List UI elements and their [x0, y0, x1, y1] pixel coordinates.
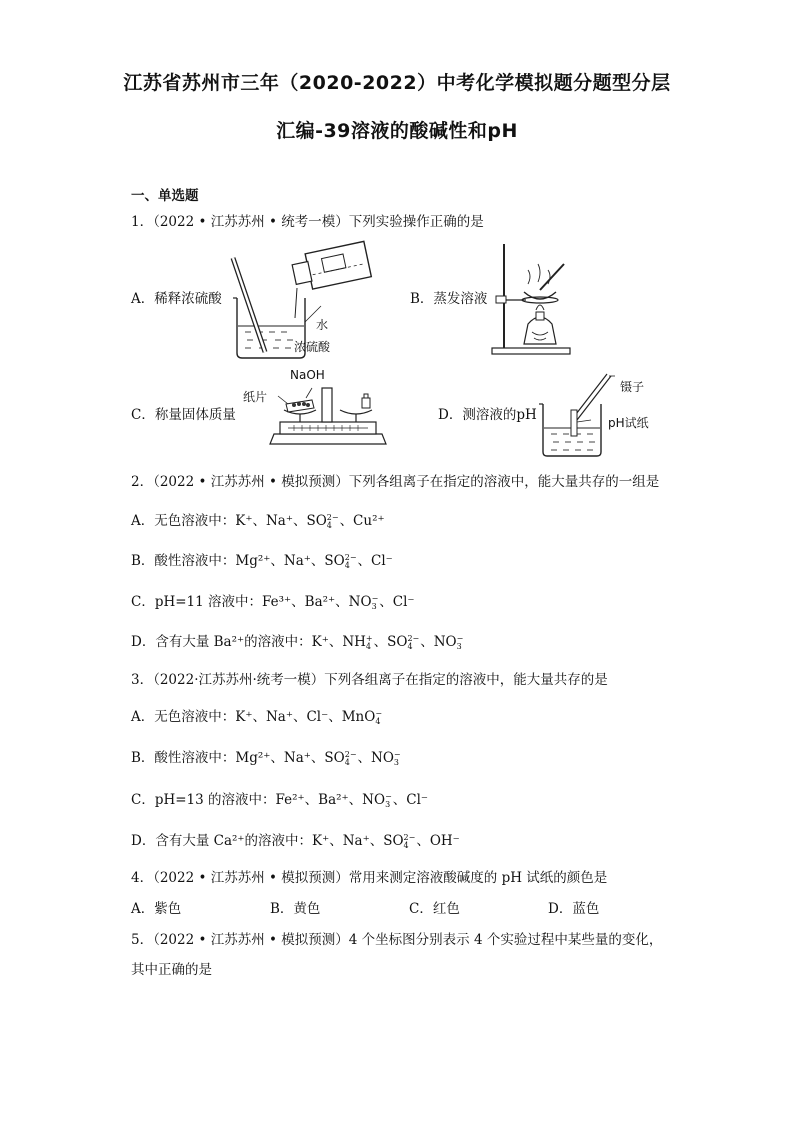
q4-option-d: D．蓝色 [548, 901, 600, 917]
q4-stem: 4．（2022 • 江苏苏州 • 模拟预测）常用来测定溶液酸碱度的 pH 试纸的颜色是 [131, 870, 608, 886]
q1-figure-c [266, 382, 390, 456]
doc-title-line1: 江苏省苏州市三年（2020-2022）中考化学模拟题分题型分层 [123, 72, 671, 94]
q1-figure-b [490, 240, 580, 358]
q1-option-d: D．测溶液的pH [438, 407, 537, 423]
q1-fig-d-tweezers-label: 镊子 [620, 380, 645, 394]
q1-option-c: C．称量固体质量 [131, 407, 236, 423]
q1-fig-a-acid-label: 浓硫酸 [294, 340, 331, 354]
q3-stem: 3．（2022·江苏苏州·统考一模）下列各组离子在指定的溶液中，能大量共存的是 [131, 672, 608, 688]
q4-option-b: B．黄色 [270, 901, 321, 917]
q3-option-b: B．酸性溶液中：Mg²⁺、Na⁺、SO 2− 4 、NO − 3 [131, 749, 401, 767]
q2-option-b: B．酸性溶液中：Mg²⁺、Na⁺、SO 2− 4 、Cl⁻ [131, 552, 393, 570]
section-heading: 一、单选题 [131, 188, 199, 204]
q1-option-a: A．稀释浓硫酸 [131, 291, 222, 307]
q1-stem: 1．（2022 • 江苏苏州 • 统考一模）下列实验操作正确的是 [131, 214, 484, 230]
q3-option-d: D．含有大量 Ca²⁺的溶液中：K⁺、Na⁺、SO 2− 4 、OH⁻ [131, 832, 460, 850]
q2-option-c: C．pH=11 溶液中：Fe³⁺、Ba²⁺、NO − 3 、Cl⁻ [131, 593, 415, 611]
q1-option-b: B．蒸发溶液 [410, 291, 488, 307]
q2-option-a: A．无色溶液中：K⁺、Na⁺、SO 2− 4 、Cu²⁺ [131, 512, 385, 530]
q1-fig-c-naoh-label: NaOH [290, 368, 325, 382]
q3-option-c: C．pH=13 的溶液中：Fe²⁺、Ba²⁺、NO − 3 、Cl⁻ [131, 791, 429, 809]
q2-stem: 2．（2022 • 江苏苏州 • 模拟预测）下列各组离子在指定的溶液中，能大量共存的一组是 [131, 474, 660, 490]
q5-stem-line1: 5．（2022 • 江苏苏州 • 模拟预测）4 个坐标图分别表示 4 个实验过程中某些量的变化， [131, 932, 663, 948]
q1-fig-d-paper-label: pH试纸 [608, 416, 649, 430]
q1-fig-a-water-label: 水 [316, 318, 329, 332]
q1-figure-d [535, 370, 615, 458]
q2-option-d: D．含有大量 Ba²⁺的溶液中：K⁺、NH + 4 、SO 2− 4 、NO − 3 [131, 633, 464, 651]
doc-title-line2: 汇编-39溶液的酸碱性和pH [276, 120, 518, 142]
q1-fig-c-paper-label: 纸片 [243, 390, 268, 404]
q4-option-a: A．紫色 [131, 901, 182, 917]
q3-option-a: A．无色溶液中：K⁺、Na⁺、Cl⁻、MnO − 4 [131, 708, 383, 726]
q5-stem-line2: 其中正确的是 [131, 962, 212, 978]
q4-option-c: C．红色 [409, 901, 460, 917]
